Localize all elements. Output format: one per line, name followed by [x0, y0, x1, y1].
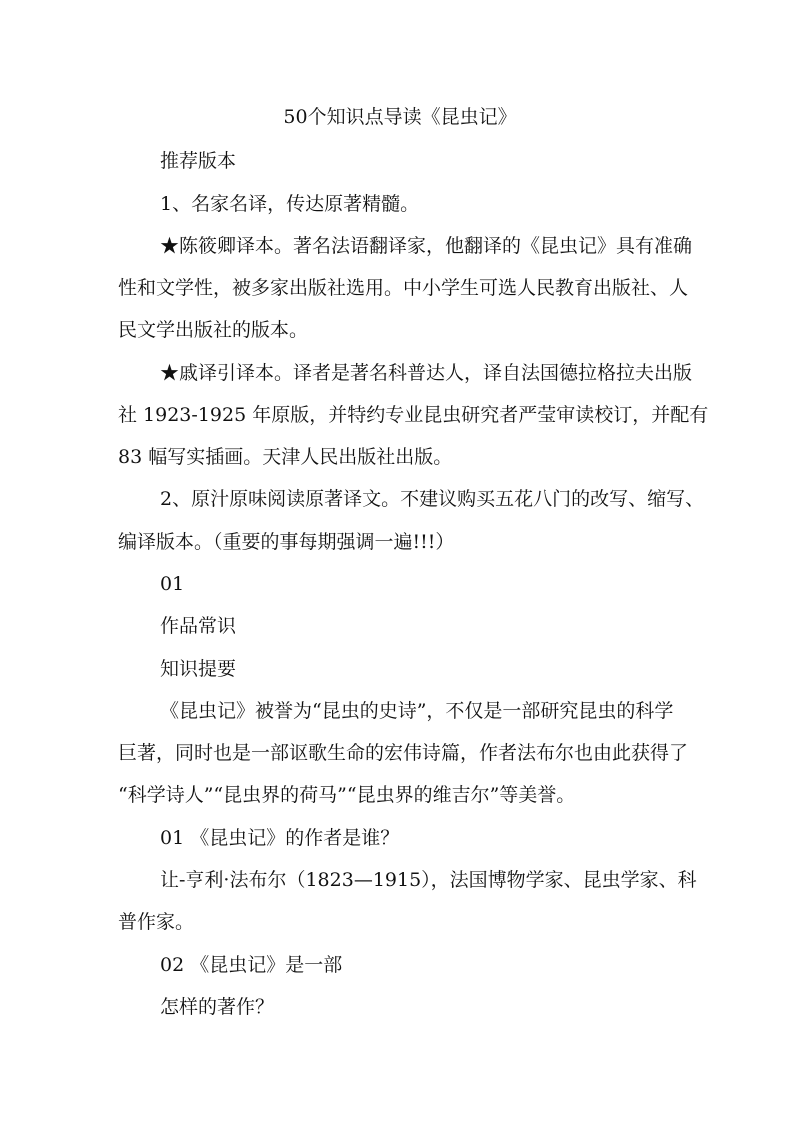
question-heading: 02 《昆虫记》是一部 [160, 954, 343, 976]
paragraph-line: ★戚译引译本。译者是著名科普达人，译自法国德拉格拉夫出版 [160, 362, 693, 384]
question-heading: 01 《昆虫记》的作者是谁？ [160, 827, 400, 849]
section-heading-knowledge-summary: 知识提要 [160, 658, 237, 680]
section-number: 01 [160, 573, 185, 595]
document-title: 50个知识点导读《昆虫记》 [283, 106, 517, 128]
paragraph-line: 让-亨利·法布尔（1823—1915），法国博物学家、昆虫学家、科 [160, 869, 697, 891]
question-heading-continued: 怎样的著作？ [160, 996, 275, 1018]
section-heading-work-knowledge: 作品常识 [160, 615, 237, 637]
paragraph-line: 编译版本。（重要的事每期强调一遍!!!） [118, 531, 455, 553]
paragraph-line: “科学诗人”“昆虫界的荷马”“昆虫界的维吉尔”等美誉。 [118, 784, 576, 806]
paragraph-line: 《昆虫记》被誉为“昆虫的史诗”，不仅是一部研究昆虫的科学 [160, 700, 674, 722]
paragraph-line: 社 1923-1925 年原版，并特约专业昆虫研究者严莹审读校订，并配有 [118, 404, 709, 426]
paragraph-line: 普作家。 [118, 911, 195, 933]
paragraph-line: 2、原汁原味阅读原著译文。不建议购买五花八门的改写、缩写、 [160, 488, 705, 510]
paragraph-line: 83 幅写实插画。天津人民出版社出版。 [118, 446, 453, 468]
paragraph-line: 1、名家名译，传达原著精髓。 [160, 193, 420, 215]
paragraph-line: 性和文学性，被多家出版社选用。中小学生可选人民教育出版社、人 [118, 277, 689, 299]
paragraph-line: ★陈筱卿译本。著名法语翻译家，他翻译的《昆虫记》具有准确 [160, 235, 693, 257]
section-heading-recommended-editions: 推荐版本 [160, 150, 237, 172]
paragraph-line: 民文学出版社的版本。 [118, 319, 309, 341]
paragraph-line: 巨著，同时也是一部讴歌生命的宏伟诗篇，作者法布尔也由此获得了 [118, 742, 689, 764]
